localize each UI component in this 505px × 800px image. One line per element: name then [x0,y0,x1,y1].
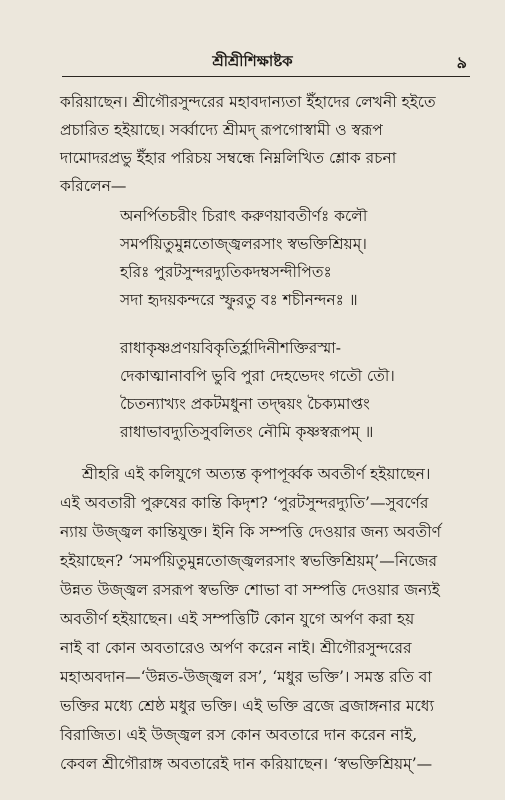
para1-line-2: প্রচারিত হইয়াছে। সর্ব্বাদ্যে শ্রীমদ্ রূপগোস্বামী ও স্বরূপ [60,121,383,139]
para2-line-7: নাই বা কোন অবতারেও অর্পণ করেন নাই। শ্রীগৌরসুন্দরের [60,639,412,657]
para2-line-10: বিরাজিত। এই উজ্জ্বল রস কোন অবতারে দান করেন নাই, [60,726,418,744]
para1-line-3: দামোদরপ্রভু ইঁহার পরিচয় সম্বন্ধে নিম্নলিখিত শ্লোক রচনা [60,149,397,167]
verse1-line-3: হরিঃ পুরটসুন্দরদ্যুতিকদম্বসন্দীপিতঃ [120,263,332,281]
para2-line-8: মহাঅবদান—‘উন্নত-উজ্জ্বল রস’, ‘মধুর ভক্তি’। সমস্ত রতি বা [60,668,432,686]
para2-line-3: ন্যায় উজ্জ্বল কান্তিযুক্ত। ইনি কি সম্পত্তি দেওয়ার জন্য অবতীর্ণ [60,523,441,541]
verse2-line-1: রাধাকৃষ্ণপ্রণয়বিকৃতির্হ্লাদিনীশক্তিরস্মা- [120,339,342,357]
verse1-line-2: সমর্পয়িতুমুন্নতোজ্জ্বলরসাং স্বভক্তিশ্রিয়ম্। [120,235,367,253]
verse1-line-4: সদা হৃদয়কন্দরে স্ফুরতু বঃ শচীনন্দনঃ ॥ [120,291,358,309]
para2-line-5: উন্নত উজ্জ্বল রসরূপ স্বভক্তি শোভা বা সম্পত্তি দেওয়ার জন্যই [60,581,440,599]
para1-line-1: করিয়াছেন। শ্রীগৌরসুন্দরের মহাবদান্যতা ইঁহাদের লেখনী হইতে [60,93,436,111]
verse2-line-2: দেকাত্মানাবপি ভুবি পুরা দেহভেদং গতৌ তৌ। [120,367,395,385]
para2-line-2: এই অবতারী পুরুষের কান্তি কিদৃশ? ‘পুরটসুন্দরদ্যুতি’—সুবর্ণের [60,494,429,512]
para2-line-4: হইয়াছেন? ‘সমর্পয়িতুমুন্নতোজ্জ্বলরসাং স্বভক্তিশ্রিয়ম্’—নিজের [60,552,438,570]
para2-line-11: কেবল শ্রীগৌরাঙ্গ অবতারেই দান করিয়াছেন। ‘স্বভক্তিশ্রিয়ম্’— [60,755,433,773]
page-header [0,50,505,74]
page-number: ৯ [456,53,467,72]
para1-line-4: করিলেন— [60,177,127,195]
para2-line-1: শ্রীহরি এই কলিযুগে অত্যন্ত কৃপাপূর্ব্বক অবতীর্ণ হইয়াছেন। [82,465,431,483]
verse2-line-4: রাধাভাবদ্যুতিসুবলিতং নৌমি কৃষ্ণস্বরূপম্ ॥ [120,423,374,441]
verse2-line-3: চৈতন্যাখ্যং প্রকটমধুনা তদ্দ্বয়ং চৈক্যমাপ্তং [120,395,370,413]
running-title: শ্রীশ্রীশিক্ষাষ্টক [212,52,293,70]
verse1-line-1: অনর্পিতচরীং চিরাৎ করুণয়াবতীর্ণঃ কলৌ [120,207,368,225]
header-rule [62,76,470,77]
para2-line-6: অবতীর্ণ হইয়াছেন। এই সম্পত্তিটি কোন যুগে অর্পণ করা হয় [60,610,415,628]
para2-line-9: ভক্তির মধ্যে শ্রেষ্ঠ মধুর ভক্তি। এই ভক্তি ব্রজে ব্রজাঙ্গনার মধ্যে [60,697,434,715]
